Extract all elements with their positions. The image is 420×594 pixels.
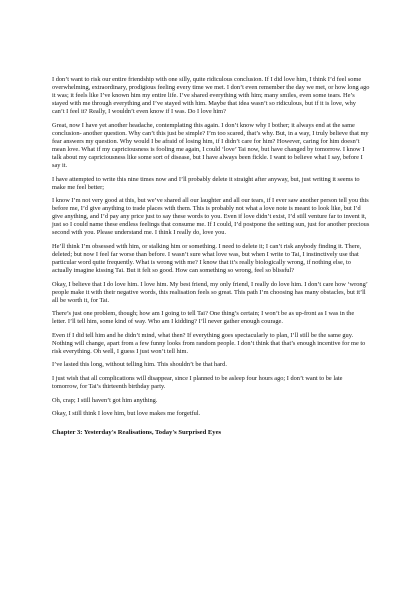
- paragraph-4: I know I’m not very good at this, but we’ve shared all our laughter and all our tears, if I ever saw another person tell you this before me, I’d give anything to trade places with them. This is probably not what a love note is meant to look like, but I’d give anything, and I’d pay any price just to say these words to you. Even if love didn’t exist, I’d still venture far to invent it, just so I could name these endless feelings that consume me. If I could, I’d postpone the setting sun, just for another precious second with you. Please understand me. I think I really do, love you.: [52, 197, 370, 237]
- paragraph-1: I don’t want to risk our entire friendship with one silly, quite ridiculous conclusion. If I did love him, I think I’d feel some overwhelming, extraordinary, prodigious feeling every time we met. I don’t even remember the day we met, or how long ago it was; it feels like I’ve known him my entire life. I’ve shared everything with him; many smiles, even some tears. He’s stayed with me through everything and I’ve stayed with him. Maybe that idea wasn’t so ridiculous, but if it is love, why can’t I feel it? Really, I wouldn’t even know if I was. Do I love him?: [52, 76, 370, 116]
- paragraph-10: I just wish that all complications will disappear, since I planned to be asleep four hours ago; I don’t want to be late tomorrow, for Tai’s thirteenth birthday party.: [52, 374, 343, 390]
- document-page: [52, 76, 370, 437]
- paragraph-2: Great, now I have yet another headache, contemplating this again. I don’t know why I bother; it always end at the same conclusion- another question. Why can’t this just be simple? I’m too scared, that’s why. But, in a way, I truly believe that my fear answers my question. Why would I be afraid of losing him, if I didn’t care for him? However, caring for him doesn’t mean love. What if my capriciousness is fooling me again, I could ‘love’ Tai now, but have changed by tomorrow. I know I talk about my capriciousness like some sort of disease, but I have always been fickle. I want to believe what I say, before I say it.: [52, 121, 369, 169]
- paragraph-7: There’s just one problem, though; how am I going to tell Tai? One thing’s certain; I won’t be as up-front as I was in the letter. I’ll tell him, some kind of way. Who am I kidding? I’ll never gather enough courage.: [52, 310, 355, 326]
- paragraph-5: He’ll think I’m obsessed with him, or stalking him or something. I need to delete it; I can’t risk anybody finding it. There, deleted; but now I feel far worse than before. I wasn’t sure what love was, but when I write to Tai, I instinctively use that particular word quite frequently. What is wrong with me? I know that it’s really biologically wrong, if nothing else, to actually imagine kissing Tai. But it felt so good. How can something so wrong, feel so blissful?: [52, 242, 362, 274]
- paragraph-11: Oh, crap; I still haven’t got him anything.: [52, 396, 158, 404]
- paragraph-6: Okay, I believe that I do love him. I love him. My best friend, my only friend, I really do love him. I don’t care how ‘wrong’ people make it with their negative words, this realisation feels so great. This path I’m choosing has many obstacles, but it’ll all be worth it, for Tai.: [52, 280, 368, 304]
- paragraph-12: Okay, I still think I love him, but love makes me forgetful.: [52, 410, 201, 418]
- paragraph-3: I have attempted to write this nine times now and I’ll probably delete it straight after anyway, but, just writing it seems to make me feel better;: [52, 175, 360, 191]
- paragraph-8: Even if I did tell him and he didn’t mind, what then? If everything goes spectacularly to plan, I’ll still be the same guy. Nothing will change, apart from a few funny looks from random people. I don’t think that that’s enough incentive for me to risk everything. Oh well, I guess I just won’t tell him.: [52, 331, 366, 355]
- paragraph-9: I’ve lasted this long, without telling him. This shouldn’t be that hard.: [52, 361, 227, 369]
- chapter-heading: Chapter 3: Yesterday's Realisations, Today's Surprised Eyes: [52, 429, 222, 437]
